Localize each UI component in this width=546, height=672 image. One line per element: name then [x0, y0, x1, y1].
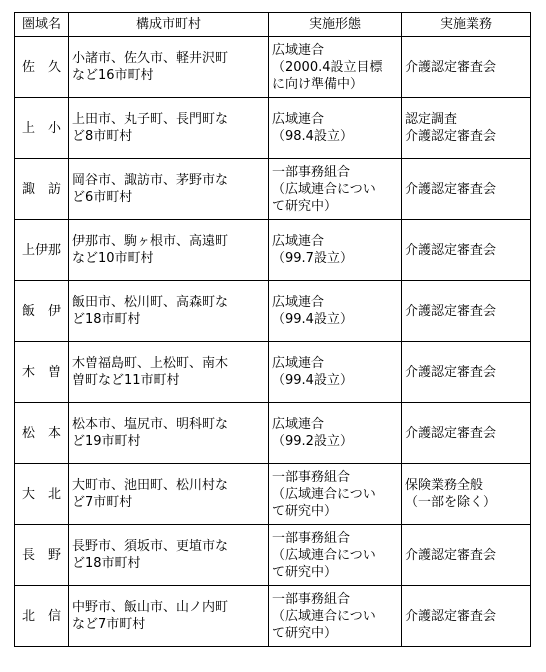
municipalities-cell-line: ど8市町村: [72, 129, 133, 144]
municipalities-cell-line: 岡谷市、諏訪市、茅野市な: [72, 173, 229, 188]
implementation-form-cell-line: 広域連合: [272, 417, 325, 432]
municipalities-cell: [69, 281, 269, 342]
work-cell: [402, 525, 531, 586]
area-name-cell: 上 小: [15, 98, 69, 159]
table-header: [15, 13, 531, 37]
municipalities-cell-line: など7市町村: [72, 617, 146, 632]
municipalities-cell-line: ど6市町村: [72, 190, 133, 205]
work-cell-line: 介護認定審査会: [405, 129, 497, 144]
municipalities-cell: [69, 403, 269, 464]
municipalities-cell-line: ど7市町村: [72, 495, 133, 510]
municipalities-cell-line: 木曽福島町、上松町、南木: [72, 356, 229, 371]
municipalities-cell-line: ど18市町村: [72, 312, 141, 327]
municipalities-cell-line: 上田市、丸子町、長門町な: [72, 112, 229, 127]
municipalities-cell: [69, 159, 269, 220]
work-cell-line: 介護認定審査会: [405, 425, 497, 441]
implementation-form-cell-line: 一部事務組合: [272, 591, 351, 607]
implementation-form-cell-line: て研究中）: [272, 503, 338, 519]
implementation-form-cell: [269, 403, 402, 464]
work-cell-line: 介護認定審査会: [405, 608, 497, 624]
municipalities-cell-line: 伊那市、駒ヶ根市、高遠町: [72, 234, 229, 249]
implementation-form-cell-line: て研究中）: [272, 625, 338, 641]
implementation-form-cell: [269, 525, 402, 586]
implementation-form-cell: [269, 159, 402, 220]
work-cell-line: 介護認定審査会: [405, 242, 497, 258]
work-cell-line: 介護認定審査会: [405, 364, 497, 380]
implementation-form-cell: [269, 37, 402, 98]
work-cell-line: 介護認定審査会: [405, 59, 497, 75]
implementation-form-cell-line: （99.7設立）: [272, 251, 353, 266]
area-name-cell: 佐 久: [15, 37, 69, 98]
implementation-form-cell-line: （99.2設立）: [272, 434, 353, 449]
municipalities-cell: [69, 37, 269, 98]
implementation-form-cell-line: 広域連合: [272, 234, 325, 249]
implementation-form-cell-line: に向け準備中）: [272, 76, 364, 92]
table-body: [15, 37, 531, 647]
implementation-form-cell-line: （広域連合につい: [272, 486, 376, 502]
area-name-cell: 木 曽: [15, 342, 69, 403]
implementation-form-cell-line: （広域連合につい: [272, 547, 376, 563]
implementation-form-cell: [269, 586, 402, 647]
implementation-form-cell: [269, 220, 402, 281]
implementation-form-cell-line: 広域連合: [272, 295, 325, 310]
municipalities-cell-line: など16市町村: [72, 68, 154, 83]
implementation-form-cell-line: （99.4設立）: [272, 312, 353, 327]
municipalities-cell-line: ど19市町村: [72, 434, 141, 449]
municipalities-cell: [69, 220, 269, 281]
table-row: [15, 159, 531, 220]
implementation-form-cell: [269, 98, 402, 159]
work-cell-line: 保険業務全般: [405, 478, 484, 493]
work-cell: [402, 37, 531, 98]
implementation-form-cell-line: 一部事務組合: [272, 164, 351, 180]
header-municipalities: 構成市町村: [69, 13, 269, 37]
work-cell-line: 認定調査: [405, 112, 458, 127]
header-row: [15, 13, 531, 37]
municipalities-cell-line: ど18市町村: [72, 556, 141, 571]
municipalities-cell-line: など10市町村: [72, 251, 154, 266]
municipalities-cell: [69, 525, 269, 586]
area-name-cell: 諏 訪: [15, 159, 69, 220]
municipalities-cell-line: 松本市、塩尻市、明科町な: [72, 417, 229, 432]
municipalities-cell-line: 大町市、池田町、松川村な: [72, 478, 229, 493]
region-table: [14, 12, 531, 647]
municipalities-cell-line: 小諸市、佐久市、軽井沢町: [72, 51, 229, 66]
municipalities-cell: [69, 586, 269, 647]
area-name-cell: 大 北: [15, 464, 69, 525]
area-name-cell: 北 信: [15, 586, 69, 647]
table-row: [15, 586, 531, 647]
work-cell: [402, 159, 531, 220]
implementation-form-cell: [269, 342, 402, 403]
area-name-cell: 松 本: [15, 403, 69, 464]
implementation-form-cell-line: 一部事務組合: [272, 530, 351, 546]
work-cell: [402, 586, 531, 647]
municipalities-cell-line: 曽町など11市町村: [72, 373, 180, 388]
implementation-form-cell-line: 一部事務組合: [272, 469, 351, 485]
work-cell: [402, 464, 531, 525]
work-cell-line: （一部を除く）: [405, 495, 497, 510]
implementation-form-cell-line: （2000.4設立目標: [272, 59, 383, 75]
implementation-form-cell-line: （広域連合につい: [272, 181, 376, 197]
work-cell-line: 介護認定審査会: [405, 303, 497, 319]
table-row: [15, 37, 531, 98]
table-row: [15, 98, 531, 159]
implementation-form-cell: [269, 281, 402, 342]
work-cell: [402, 403, 531, 464]
work-cell: [402, 220, 531, 281]
municipalities-cell: [69, 342, 269, 403]
table-row: [15, 281, 531, 342]
municipalities-cell-line: 飯田市、松川町、高森町な: [72, 295, 229, 310]
municipalities-cell: [69, 464, 269, 525]
municipalities-cell-line: 長野市、須坂市、更埴市な: [72, 539, 229, 554]
table-row: [15, 525, 531, 586]
header-work: 実施業務: [402, 13, 531, 37]
work-cell: [402, 342, 531, 403]
implementation-form-cell-line: て研究中）: [272, 198, 338, 214]
table-row: [15, 220, 531, 281]
table-row: [15, 403, 531, 464]
work-cell-line: 介護認定審査会: [405, 547, 497, 563]
work-cell: [402, 98, 531, 159]
work-cell: [402, 281, 531, 342]
header-implementation-form: 実施形態: [269, 13, 402, 37]
implementation-form-cell-line: て研究中）: [272, 564, 338, 580]
implementation-form-cell-line: 広域連合: [272, 42, 325, 58]
table-row: [15, 464, 531, 525]
implementation-form-cell-line: （99.4設立）: [272, 373, 353, 388]
municipalities-cell: [69, 98, 269, 159]
header-area: 圏域名: [15, 13, 69, 37]
implementation-form-cell: [269, 464, 402, 525]
area-name-cell: 飯 伊: [15, 281, 69, 342]
area-name-cell: 上伊那: [15, 220, 69, 281]
work-cell-line: 介護認定審査会: [405, 181, 497, 197]
area-name-cell: 長 野: [15, 525, 69, 586]
table-row: [15, 342, 531, 403]
implementation-form-cell-line: （98.4設立）: [272, 129, 353, 144]
implementation-form-cell-line: （広域連合につい: [272, 608, 376, 624]
municipalities-cell-line: 中野市、飯山市、山ノ内町: [72, 600, 229, 615]
implementation-form-cell-line: 広域連合: [272, 356, 325, 371]
implementation-form-cell-line: 広域連合: [272, 112, 325, 127]
